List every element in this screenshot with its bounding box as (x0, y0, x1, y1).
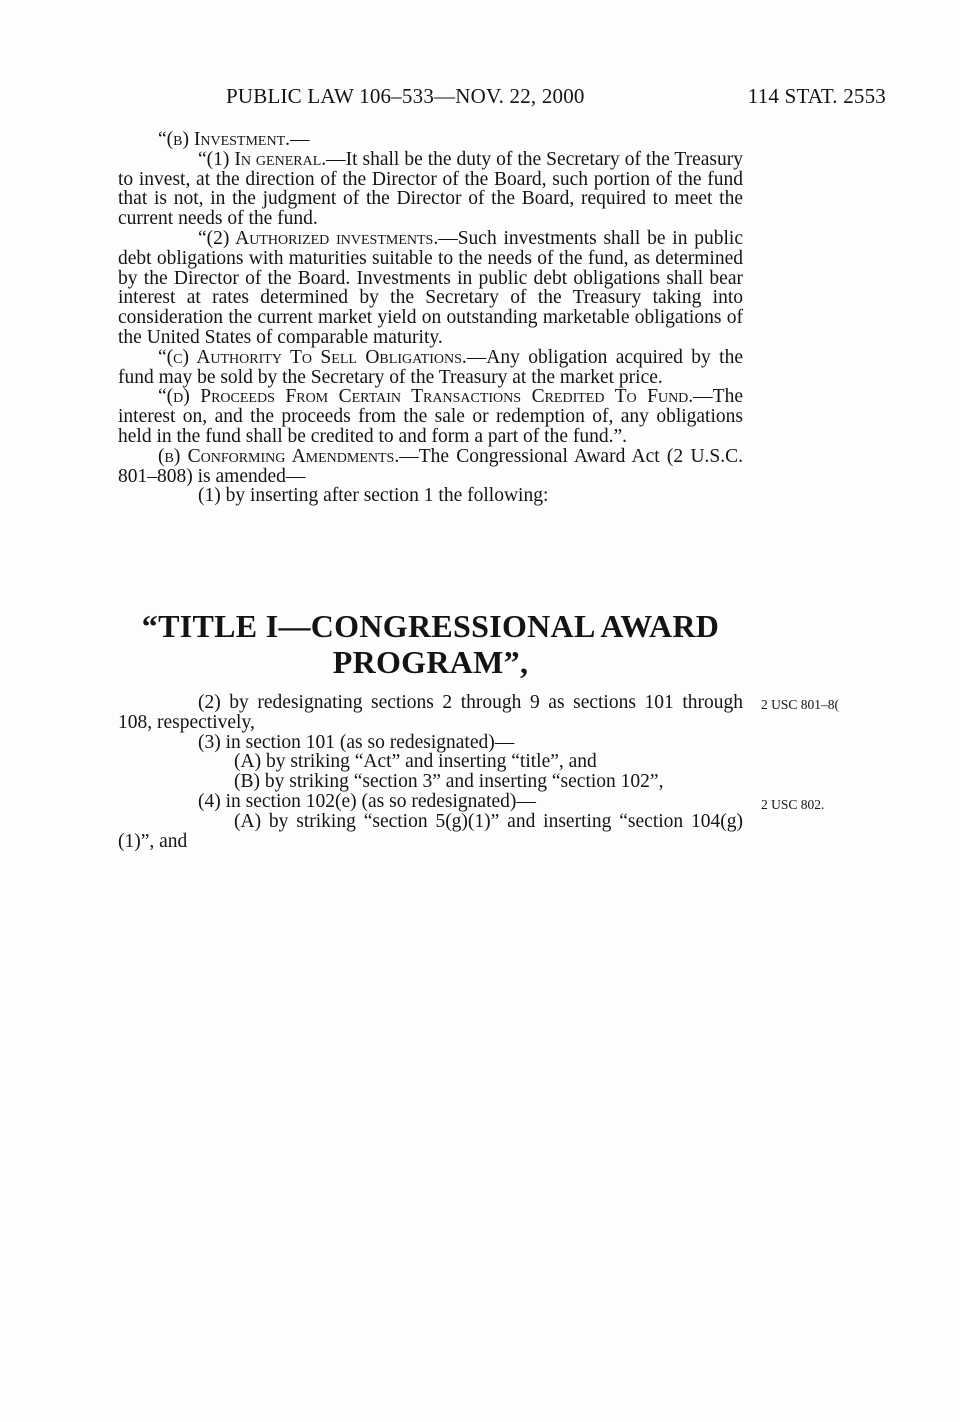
title-heading (118, 608, 743, 680)
header-law-citation: PUBLIC LAW 106–533—NOV. 22, 2000 (226, 84, 585, 108)
paragraph-1-heading: “(1) In general. (198, 148, 327, 170)
header-stat-page: 114 STAT. 2553 (747, 84, 886, 108)
document-body (118, 130, 743, 506)
conforming-amendments-text: —The Congressional Award Act (2 U.S.C. 801–808) is amended— (118, 445, 743, 487)
margin-note-usc-801: 2 USC 801–8( (761, 697, 840, 712)
document-body-continued (118, 693, 743, 851)
paragraph-1-in-general (118, 150, 743, 229)
subsection-b-investment: “(b) Investment.— (158, 129, 310, 150)
amendment-item-4a: (A) by striking “section 5(g)(1)” and inserting “section 104(g)(1)”, and (118, 810, 743, 852)
subsection-d-text: —The interest on, and the proceeds from the sale or redemption of, any obligations held in the fund shall be credited to and form a part of the fund.”. (118, 386, 743, 447)
conforming-amendments (118, 447, 743, 487)
page-header (226, 84, 886, 112)
amendment-item-3: (3) in section 101 (as so redesignated)— (198, 731, 515, 753)
margin-note-usc-802: 2 USC 802. (761, 797, 825, 812)
amendment-item-4: (4) in section 102(e) (as so redesignated)— (198, 790, 536, 812)
conforming-amendments-heading: (b) Conforming Amendments. (158, 445, 400, 467)
subsection-c-authority (118, 348, 743, 388)
title-line-1: “TITLE I—CONGRESSIONAL AWARD (141, 608, 720, 644)
amendment-item-1: (1) by inserting after section 1 the following: (198, 485, 549, 507)
paragraph-2-authorized-investments (118, 229, 743, 348)
amendment-item-3b: (B) by striking “section 3” and inserting “section 102”, (234, 771, 664, 793)
paragraph-2-heading: “(2) Authorized investments. (198, 227, 439, 249)
amendment-item-2: (2) by redesignating sections 2 through 9 as sections 101 through 108, respectively, (118, 692, 743, 733)
subsection-d-proceeds (118, 387, 743, 446)
paragraph-1-text: —It shall be the duty of the Secretary of the Treasury to invest, at the direction of the Director of the Board, such portion of the fund that is not, in the judgment of the Director of the Board, required to meet the current needs of the fund. (118, 148, 743, 230)
title-line-2: PROGRAM”, (332, 644, 529, 680)
amendment-item-3a: (A) by striking “Act” and inserting “title”, and (234, 751, 597, 773)
subsection-c-heading: “(c) Authority To Sell Obligations. (158, 346, 467, 368)
subsection-d-heading: “(d) Proceeds From Certain Transactions Credited To Fund. (158, 386, 694, 408)
paragraph-2-text: —Such investments shall be in public debt obligations with maturities suitable to the needs of the fund, as determined by the Director of the Board. Investments in public debt obligations shall bear interest at rates determined by the Secretary of the Treasury taking into consideration the current market yield on outstanding marketable obligations of the United States of comparable maturity. (118, 227, 743, 348)
subsection-c-text: —Any obligation acquired by the fund may be sold by the Secretary of the Treasury at the market price. (118, 346, 743, 388)
